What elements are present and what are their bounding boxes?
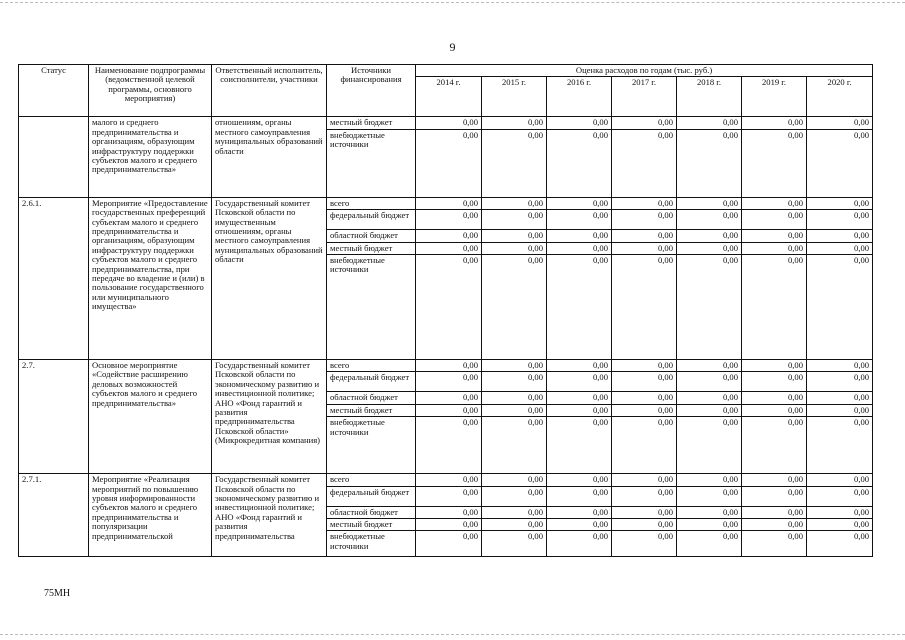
amount-cell: 0,00 [807,392,873,404]
amount-cell: 0,00 [612,519,677,531]
amount-cell: 0,00 [547,486,612,506]
header-year: 2017 г. [612,77,677,117]
responsible-cell: Государственный комитет Псковской области по экономическому развитию и инвестиционной политике; АНО «Фонд гарантий и развития предпринимательства Псковской области» (Микрокредитная компания) [212,360,327,474]
table-row [19,197,873,209]
amount-cell: 0,00 [416,404,482,416]
amount-cell: 0,00 [547,360,612,372]
amount-cell: 0,00 [742,404,807,416]
amount-cell: 0,00 [416,129,482,197]
measure-name-cell: Основное мероприятие «Содействие расширению деловых возможностей субъектов малого и среднего предпринимательства» [89,360,212,474]
funding-source-cell: всего [327,360,416,372]
amount-cell: 0,00 [482,210,547,230]
amount-cell: 0,00 [482,474,547,486]
amount-cell: 0,00 [677,129,742,197]
amount-cell: 0,00 [807,255,873,360]
amount-cell: 0,00 [807,506,873,518]
amount-cell: 0,00 [416,506,482,518]
amount-cell: 0,00 [416,117,482,129]
header-status: Статус [19,65,89,117]
amount-cell: 0,00 [547,372,612,392]
amount-cell: 0,00 [547,255,612,360]
header-year: 2019 г. [742,77,807,117]
measure-name-cell: Мероприятие «Реализация мероприятий по повышению уровня информированности субъектов малого и среднего предпринимательства и популяризации предпринимательской [89,474,212,557]
amount-cell: 0,00 [742,230,807,242]
measure-name-cell: малого и среднего предпринимательства и организациям, образующим инфраструктуру поддержки субъектов малого и среднего предпринимательства» [89,117,212,197]
funding-source-cell: местный бюджет [327,117,416,129]
header-estimate: Оценка расходов по годам (тыс. руб.) [416,65,873,77]
amount-cell: 0,00 [416,230,482,242]
amount-cell: 0,00 [742,486,807,506]
amount-cell: 0,00 [742,474,807,486]
amount-cell: 0,00 [677,242,742,254]
amount-cell: 0,00 [547,230,612,242]
header-subprogram: Наименование подпрограммы (ведомственной целевой программы, основного мероприятия) [89,65,212,117]
header-year: 2018 г. [677,77,742,117]
amount-cell: 0,00 [677,255,742,360]
amount-cell: 0,00 [416,474,482,486]
amount-cell: 0,00 [547,117,612,129]
table-row [19,117,873,129]
amount-cell: 0,00 [482,404,547,416]
amount-cell: 0,00 [677,486,742,506]
funding-source-cell: местный бюджет [327,404,416,416]
amount-cell: 0,00 [612,531,677,557]
header-year: 2015 г. [482,77,547,117]
amount-cell: 0,00 [547,531,612,557]
funding-source-cell: областной бюджет [327,506,416,518]
table-body [19,117,873,557]
amount-cell: 0,00 [612,417,677,474]
amount-cell: 0,00 [547,129,612,197]
amount-cell: 0,00 [612,230,677,242]
budget-table [18,64,873,557]
amount-cell: 0,00 [612,360,677,372]
amount-cell: 0,00 [416,417,482,474]
amount-cell: 0,00 [612,210,677,230]
amount-cell: 0,00 [677,372,742,392]
amount-cell: 0,00 [482,255,547,360]
amount-cell: 0,00 [482,372,547,392]
amount-cell: 0,00 [677,404,742,416]
amount-cell: 0,00 [807,404,873,416]
header-year: 2016 г. [547,77,612,117]
amount-cell: 0,00 [807,360,873,372]
amount-cell: 0,00 [612,117,677,129]
funding-source-cell: внебюджетные источники [327,531,416,557]
measure-name-cell: Мероприятие «Предоставление государственных преференций субъектам малого и среднего предпринимательства и организациям, образующим инфраструктуру поддержки субъектов малого и среднего предпринимательства, при передаче во владение и (или) в пользование государственного или муниципального имущества» [89,197,212,359]
amount-cell: 0,00 [547,506,612,518]
amount-cell: 0,00 [742,531,807,557]
amount-cell: 0,00 [677,360,742,372]
amount-cell: 0,00 [742,242,807,254]
amount-cell: 0,00 [677,392,742,404]
amount-cell: 0,00 [416,519,482,531]
amount-cell: 0,00 [807,230,873,242]
header-year: 2014 г. [416,77,482,117]
amount-cell: 0,00 [742,360,807,372]
amount-cell: 0,00 [482,197,547,209]
amount-cell: 0,00 [742,519,807,531]
amount-cell: 0,00 [807,117,873,129]
amount-cell: 0,00 [742,255,807,360]
status-cell: 2.7.1. [19,474,89,557]
amount-cell: 0,00 [807,242,873,254]
header-responsible: Ответственный исполнитель, соисполнители, участники [212,65,327,117]
amount-cell: 0,00 [416,242,482,254]
status-cell [19,117,89,197]
responsible-cell: отношениям, органы местного самоуправления муниципальных образований области [212,117,327,197]
amount-cell: 0,00 [677,519,742,531]
amount-cell: 0,00 [742,417,807,474]
table-row [19,360,873,372]
status-cell: 2.6.1. [19,197,89,359]
amount-cell: 0,00 [482,360,547,372]
amount-cell: 0,00 [742,210,807,230]
amount-cell: 0,00 [742,506,807,518]
amount-cell: 0,00 [547,519,612,531]
amount-cell: 0,00 [677,117,742,129]
amount-cell: 0,00 [742,129,807,197]
responsible-cell: Государственный комитет Псковской области по имущественным отношениям, органы местного самоуправления муниципальных образований области [212,197,327,359]
amount-cell: 0,00 [547,242,612,254]
table-header [19,65,873,117]
amount-cell: 0,00 [612,242,677,254]
amount-cell: 0,00 [677,197,742,209]
amount-cell: 0,00 [416,197,482,209]
amount-cell: 0,00 [807,486,873,506]
amount-cell: 0,00 [482,242,547,254]
amount-cell: 0,00 [612,474,677,486]
amount-cell: 0,00 [807,197,873,209]
amount-cell: 0,00 [482,392,547,404]
amount-cell: 0,00 [482,506,547,518]
funding-source-cell: внебюджетные источники [327,129,416,197]
funding-source-cell: областной бюджет [327,230,416,242]
funding-source-cell: федеральный бюджет [327,210,416,230]
amount-cell: 0,00 [677,474,742,486]
amount-cell: 0,00 [547,197,612,209]
amount-cell: 0,00 [416,210,482,230]
amount-cell: 0,00 [416,372,482,392]
amount-cell: 0,00 [416,255,482,360]
footer-code: 75МН [44,588,71,599]
amount-cell: 0,00 [807,531,873,557]
amount-cell: 0,00 [416,392,482,404]
amount-cell: 0,00 [742,117,807,129]
amount-cell: 0,00 [742,197,807,209]
funding-source-cell: областной бюджет [327,392,416,404]
amount-cell: 0,00 [807,372,873,392]
amount-cell: 0,00 [677,417,742,474]
amount-cell: 0,00 [742,392,807,404]
funding-source-cell: местный бюджет [327,242,416,254]
amount-cell: 0,00 [807,129,873,197]
amount-cell: 0,00 [612,197,677,209]
amount-cell: 0,00 [677,230,742,242]
amount-cell: 0,00 [742,372,807,392]
amount-cell: 0,00 [612,392,677,404]
amount-cell: 0,00 [547,210,612,230]
amount-cell: 0,00 [677,531,742,557]
amount-cell: 0,00 [416,531,482,557]
page-number: 9 [449,40,456,54]
amount-cell: 0,00 [416,486,482,506]
amount-cell: 0,00 [807,474,873,486]
amount-cell: 0,00 [807,519,873,531]
funding-source-cell: федеральный бюджет [327,486,416,506]
table-row [19,474,873,486]
amount-cell: 0,00 [547,392,612,404]
amount-cell: 0,00 [482,531,547,557]
amount-cell: 0,00 [612,255,677,360]
amount-cell: 0,00 [547,404,612,416]
amount-cell: 0,00 [677,210,742,230]
amount-cell: 0,00 [482,117,547,129]
amount-cell: 0,00 [612,404,677,416]
amount-cell: 0,00 [612,372,677,392]
header-year: 2020 г. [807,77,873,117]
amount-cell: 0,00 [547,417,612,474]
amount-cell: 0,00 [612,486,677,506]
scan-edge-top [0,2,905,3]
amount-cell: 0,00 [482,129,547,197]
amount-cell: 0,00 [482,486,547,506]
header-sources: Источники финансирования [327,65,416,117]
status-cell: 2.7. [19,360,89,474]
amount-cell: 0,00 [416,360,482,372]
funding-source-cell: федеральный бюджет [327,372,416,392]
amount-cell: 0,00 [482,230,547,242]
amount-cell: 0,00 [482,519,547,531]
responsible-cell: Государственный комитет Псковской области по экономическому развитию и инвестиционной политике; АНО «Фонд гарантий и развития предпринимательства [212,474,327,557]
funding-source-cell: внебюджетные источники [327,255,416,360]
amount-cell: 0,00 [612,129,677,197]
funding-source-cell: всего [327,197,416,209]
amount-cell: 0,00 [547,474,612,486]
amount-cell: 0,00 [807,210,873,230]
amount-cell: 0,00 [677,506,742,518]
funding-source-cell: всего [327,474,416,486]
scan-edge-bottom [0,634,905,635]
amount-cell: 0,00 [482,417,547,474]
funding-source-cell: внебюджетные источники [327,417,416,474]
amount-cell: 0,00 [807,417,873,474]
funding-source-cell: местный бюджет [327,519,416,531]
amount-cell: 0,00 [612,506,677,518]
